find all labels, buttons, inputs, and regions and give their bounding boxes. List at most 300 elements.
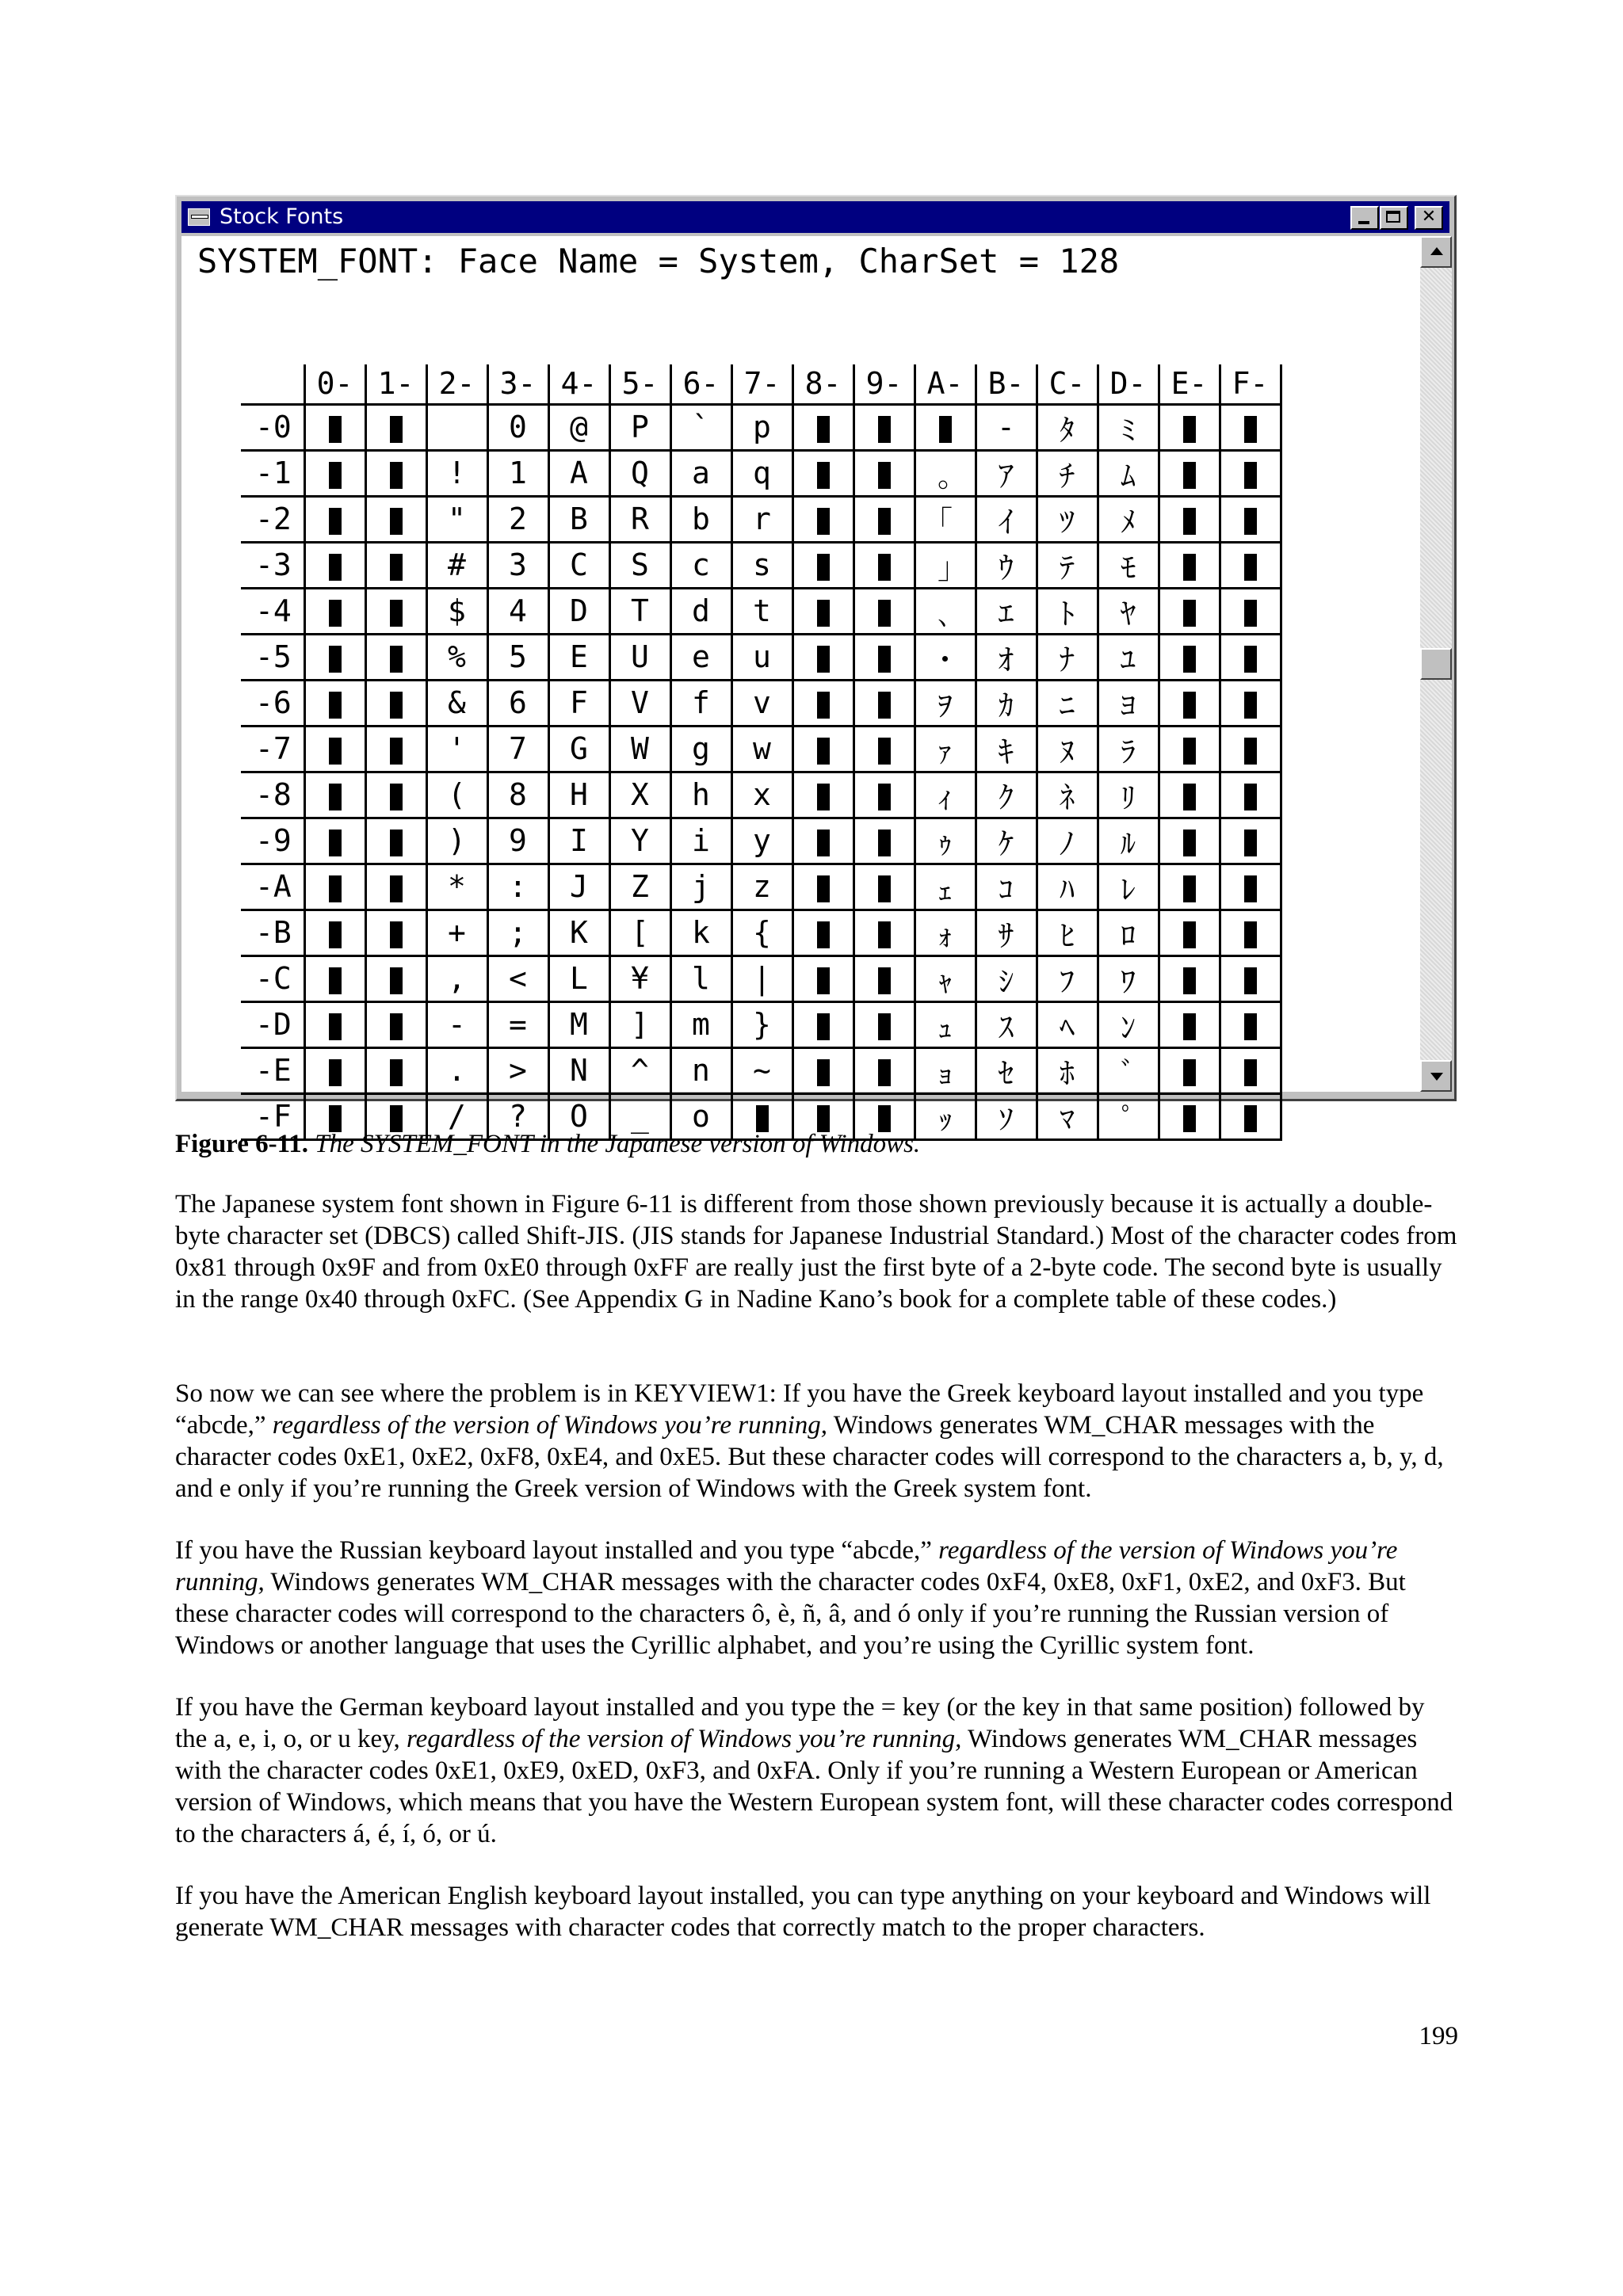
undefined-glyph-block bbox=[878, 784, 891, 810]
undefined-glyph-block bbox=[390, 600, 403, 627]
char-cell: ﾖ bbox=[1098, 680, 1159, 726]
table-row bbox=[241, 404, 1281, 450]
char-cell: R bbox=[609, 496, 670, 542]
undefined-glyph-block bbox=[390, 646, 403, 673]
char-cell bbox=[854, 910, 915, 955]
undefined-glyph-block bbox=[329, 462, 342, 489]
char-cell bbox=[1159, 1047, 1220, 1093]
table-row bbox=[241, 818, 1281, 864]
char-cell: ﾏ bbox=[1037, 1093, 1098, 1139]
caption-label: Figure 6-11. bbox=[175, 1130, 309, 1158]
char-cell: p bbox=[731, 404, 792, 450]
char-cell: + bbox=[426, 910, 487, 955]
char-cell: ( bbox=[426, 772, 487, 818]
char-cell: ^ bbox=[609, 1047, 670, 1093]
char-cell: ﾕ bbox=[1098, 634, 1159, 680]
undefined-glyph-block bbox=[1244, 967, 1257, 994]
char-cell: ? bbox=[487, 1093, 548, 1139]
undefined-glyph-block bbox=[1183, 462, 1196, 489]
undefined-glyph-block bbox=[878, 692, 891, 719]
char-cell: ﾓ bbox=[1098, 542, 1159, 588]
char-cell: F bbox=[548, 680, 609, 726]
char-cell: ｲ bbox=[976, 496, 1037, 542]
column-header: 1- bbox=[365, 364, 426, 404]
row-header: -5 bbox=[241, 634, 304, 680]
undefined-glyph-block bbox=[1183, 921, 1196, 948]
char-cell: 0 bbox=[487, 404, 548, 450]
char-cell bbox=[1220, 450, 1281, 496]
char-cell: ﾈ bbox=[1037, 772, 1098, 818]
undefined-glyph-block bbox=[1183, 1013, 1196, 1040]
char-cell: @ bbox=[548, 404, 609, 450]
char-cell: ﾜ bbox=[1098, 955, 1159, 1001]
undefined-glyph-block bbox=[1183, 1059, 1196, 1086]
char-cell: v bbox=[731, 680, 792, 726]
char-cell bbox=[854, 450, 915, 496]
column-header: 7- bbox=[731, 364, 792, 404]
char-cell: G bbox=[548, 726, 609, 772]
char-cell: K bbox=[548, 910, 609, 955]
char-cell: _ bbox=[609, 1093, 670, 1139]
vertical-scrollbar[interactable] bbox=[1420, 236, 1452, 1092]
table-row bbox=[241, 588, 1281, 634]
char-cell bbox=[1220, 588, 1281, 634]
char-cell: ｢ bbox=[915, 496, 976, 542]
undefined-glyph-block bbox=[329, 738, 342, 765]
undefined-glyph-block bbox=[817, 692, 830, 719]
undefined-glyph-block bbox=[878, 1059, 891, 1086]
undefined-glyph-block bbox=[390, 462, 403, 489]
char-cell bbox=[365, 955, 426, 1001]
char-cell: 9 bbox=[487, 818, 548, 864]
char-cell: 6 bbox=[487, 680, 548, 726]
char-cell bbox=[792, 955, 854, 1001]
char-cell: a bbox=[670, 450, 731, 496]
char-cell bbox=[1220, 772, 1281, 818]
char-cell bbox=[365, 404, 426, 450]
char-cell: f bbox=[670, 680, 731, 726]
char-cell: ｦ bbox=[915, 680, 976, 726]
window-title: Stock Fonts bbox=[220, 204, 344, 229]
char-cell bbox=[1159, 680, 1220, 726]
undefined-glyph-block bbox=[1244, 600, 1257, 627]
undefined-glyph-block bbox=[1244, 738, 1257, 765]
system-menu-icon[interactable] bbox=[188, 208, 210, 226]
client-area bbox=[181, 236, 1420, 1137]
char-cell: ; bbox=[487, 910, 548, 955]
paragraph-3-emphasis: regardless of the version of Windows you’re running, bbox=[175, 1536, 1398, 1596]
row-header: -D bbox=[241, 1001, 304, 1047]
char-cell: m bbox=[670, 1001, 731, 1047]
char-cell: ｨ bbox=[915, 772, 976, 818]
char-cell: ｬ bbox=[915, 955, 976, 1001]
char-cell: D bbox=[548, 588, 609, 634]
undefined-glyph-block bbox=[817, 1013, 830, 1040]
undefined-glyph-block bbox=[1183, 416, 1196, 443]
undefined-glyph-block bbox=[1244, 1013, 1257, 1040]
column-header: B- bbox=[976, 364, 1037, 404]
char-cell: ﾊ bbox=[1037, 864, 1098, 910]
char-cell: i bbox=[670, 818, 731, 864]
row-header: -9 bbox=[241, 818, 304, 864]
undefined-glyph-block bbox=[1244, 692, 1257, 719]
char-cell bbox=[1159, 864, 1220, 910]
char-cell: T bbox=[609, 588, 670, 634]
scroll-thumb[interactable] bbox=[1420, 648, 1452, 680]
stock-fonts-window bbox=[175, 195, 1457, 1137]
char-cell: ﾆ bbox=[1037, 680, 1098, 726]
char-cell: " bbox=[426, 496, 487, 542]
undefined-glyph-block bbox=[390, 967, 403, 994]
arrow-up-icon bbox=[1430, 247, 1443, 255]
row-header: -7 bbox=[241, 726, 304, 772]
char-cell: r bbox=[731, 496, 792, 542]
scroll-up-button[interactable] bbox=[1420, 236, 1452, 268]
char-cell: ｹ bbox=[976, 818, 1037, 864]
char-cell: ﾄ bbox=[1037, 588, 1098, 634]
undefined-glyph-block bbox=[329, 508, 342, 535]
char-cell: l bbox=[670, 955, 731, 1001]
char-cell bbox=[792, 1047, 854, 1093]
table-row bbox=[241, 634, 1281, 680]
undefined-glyph-block bbox=[1244, 646, 1257, 673]
char-cell: ｪ bbox=[915, 864, 976, 910]
char-cell bbox=[854, 404, 915, 450]
char-cell: : bbox=[487, 864, 548, 910]
undefined-glyph-block bbox=[329, 554, 342, 581]
column-header: 4- bbox=[548, 364, 609, 404]
row-header: -C bbox=[241, 955, 304, 1001]
char-cell: ｭ bbox=[915, 1001, 976, 1047]
char-cell: ﾔ bbox=[1098, 588, 1159, 634]
char-cell: U bbox=[609, 634, 670, 680]
char-cell: ﾀ bbox=[1037, 404, 1098, 450]
column-header: D- bbox=[1098, 364, 1159, 404]
char-cell: # bbox=[426, 542, 487, 588]
char-cell bbox=[854, 496, 915, 542]
undefined-glyph-block bbox=[1183, 646, 1196, 673]
char-cell: ｯ bbox=[915, 1093, 976, 1139]
undefined-glyph-block bbox=[390, 1013, 403, 1040]
char-cell bbox=[365, 772, 426, 818]
minimize-icon bbox=[1358, 221, 1369, 224]
close-button[interactable] bbox=[1415, 206, 1443, 230]
char-cell: 2 bbox=[487, 496, 548, 542]
undefined-glyph-block bbox=[390, 784, 403, 810]
char-cell bbox=[304, 634, 365, 680]
undefined-glyph-block bbox=[1183, 967, 1196, 994]
paragraph-3-b: Windows generates WM_CHAR messages with the character codes 0xF4, 0xE8, 0xF1, 0xE2, and 0xF3. But these character codes will correspond to the characters ô, è, ñ, â, and ó only if you’re running the Russian version of Windows or another language that uses the Cyrillic alphabet, and you’re using the Cyrillic system font. bbox=[175, 1568, 1406, 1660]
char-cell bbox=[792, 542, 854, 588]
char-cell: S bbox=[609, 542, 670, 588]
char-cell bbox=[1159, 772, 1220, 818]
font-heading: SYSTEM_FONT: Face Name = System, CharSet = 128 bbox=[197, 242, 1120, 280]
char-cell bbox=[1220, 910, 1281, 955]
char-cell bbox=[854, 772, 915, 818]
undefined-glyph-block bbox=[1244, 1059, 1257, 1086]
char-cell: ｱ bbox=[976, 450, 1037, 496]
scroll-down-button[interactable] bbox=[1420, 1060, 1452, 1092]
char-cell bbox=[792, 1001, 854, 1047]
undefined-glyph-block bbox=[939, 416, 952, 443]
table-row bbox=[241, 680, 1281, 726]
char-cell: ﾟ bbox=[1098, 1093, 1159, 1139]
undefined-glyph-block bbox=[817, 416, 830, 443]
undefined-glyph-block bbox=[1244, 462, 1257, 489]
undefined-glyph-block bbox=[817, 921, 830, 948]
char-cell: = bbox=[487, 1001, 548, 1047]
char-cell: ﾐ bbox=[1098, 404, 1159, 450]
undefined-glyph-block bbox=[878, 875, 891, 902]
column-header: F- bbox=[1220, 364, 1281, 404]
undefined-glyph-block bbox=[878, 738, 891, 765]
char-cell: ¥ bbox=[609, 955, 670, 1001]
undefined-glyph-block bbox=[1244, 921, 1257, 948]
char-cell bbox=[792, 726, 854, 772]
undefined-glyph-block bbox=[1183, 830, 1196, 856]
undefined-glyph-block bbox=[817, 554, 830, 581]
char-cell: d bbox=[670, 588, 731, 634]
table-corner bbox=[241, 364, 304, 404]
char-cell bbox=[365, 542, 426, 588]
undefined-glyph-block bbox=[329, 646, 342, 673]
char-cell: O bbox=[548, 1093, 609, 1139]
row-header: -8 bbox=[241, 772, 304, 818]
undefined-glyph-block bbox=[1183, 692, 1196, 719]
char-cell: Y bbox=[609, 818, 670, 864]
undefined-glyph-block bbox=[1244, 830, 1257, 856]
char-cell bbox=[1159, 818, 1220, 864]
paragraph-5: If you have the American English keyboard layout installed, you can type anything on your keyboard and Windows will generate WM_CHAR messages with character codes that correctly match to the proper characters. bbox=[175, 1882, 1431, 1942]
undefined-glyph-block bbox=[878, 830, 891, 856]
char-cell: ﾙ bbox=[1098, 818, 1159, 864]
undefined-glyph-block bbox=[817, 875, 830, 902]
char-cell: ' bbox=[426, 726, 487, 772]
column-header: 8- bbox=[792, 364, 854, 404]
char-cell: } bbox=[731, 1001, 792, 1047]
undefined-glyph-block bbox=[878, 462, 891, 489]
char-cell bbox=[304, 450, 365, 496]
undefined-glyph-block bbox=[817, 600, 830, 627]
char-cell: q bbox=[731, 450, 792, 496]
char-cell: ! bbox=[426, 450, 487, 496]
char-cell: ﾚ bbox=[1098, 864, 1159, 910]
char-cell: ｿ bbox=[976, 1093, 1037, 1139]
char-cell bbox=[854, 1047, 915, 1093]
paragraph-4-emphasis: regardless of the version of Windows you’re running, bbox=[407, 1725, 962, 1753]
char-cell: J bbox=[548, 864, 609, 910]
char-cell bbox=[365, 1047, 426, 1093]
arrow-down-icon bbox=[1430, 1073, 1443, 1081]
char-cell: k bbox=[670, 910, 731, 955]
undefined-glyph-block bbox=[390, 921, 403, 948]
undefined-glyph-block bbox=[1244, 508, 1257, 535]
row-header: -0 bbox=[241, 404, 304, 450]
undefined-glyph-block bbox=[878, 600, 891, 627]
paragraph-2-a: So now we can see where the problem is in KEYVIEW1: If you have the Greek keyboard layout installed and you type “abcde,” bbox=[175, 1379, 1424, 1440]
undefined-glyph-block bbox=[817, 646, 830, 673]
maximize-button[interactable] bbox=[1380, 206, 1408, 230]
table-row bbox=[241, 910, 1281, 955]
row-header: -6 bbox=[241, 680, 304, 726]
char-cell: { bbox=[731, 910, 792, 955]
table-row bbox=[241, 1047, 1281, 1093]
undefined-glyph-block bbox=[329, 600, 342, 627]
char-cell: - bbox=[976, 404, 1037, 450]
char-cell: I bbox=[548, 818, 609, 864]
char-cell: ) bbox=[426, 818, 487, 864]
char-cell bbox=[1159, 955, 1220, 1001]
undefined-glyph-block bbox=[1183, 600, 1196, 627]
undefined-glyph-block bbox=[1244, 875, 1257, 902]
char-cell bbox=[1220, 818, 1281, 864]
char-cell: y bbox=[731, 818, 792, 864]
char-cell bbox=[1220, 496, 1281, 542]
undefined-glyph-block bbox=[817, 738, 830, 765]
char-cell: j bbox=[670, 864, 731, 910]
undefined-glyph-block bbox=[1244, 554, 1257, 581]
undefined-glyph-block bbox=[329, 921, 342, 948]
undefined-glyph-block bbox=[390, 830, 403, 856]
char-cell: 1 bbox=[487, 450, 548, 496]
char-cell: ﾁ bbox=[1037, 450, 1098, 496]
char-cell bbox=[854, 726, 915, 772]
undefined-glyph-block bbox=[817, 830, 830, 856]
char-cell: ~ bbox=[731, 1047, 792, 1093]
char-cell bbox=[792, 634, 854, 680]
char-cell: ｶ bbox=[976, 680, 1037, 726]
char-cell: w bbox=[731, 726, 792, 772]
paragraph-2 bbox=[175, 1378, 1463, 1505]
char-cell: % bbox=[426, 634, 487, 680]
char-cell bbox=[1159, 542, 1220, 588]
undefined-glyph-block bbox=[1183, 508, 1196, 535]
char-cell: , bbox=[426, 955, 487, 1001]
char-cell bbox=[365, 450, 426, 496]
undefined-glyph-block bbox=[878, 416, 891, 443]
char-cell: t bbox=[731, 588, 792, 634]
char-cell: g bbox=[670, 726, 731, 772]
undefined-glyph-block bbox=[329, 1059, 342, 1086]
char-cell bbox=[365, 864, 426, 910]
table-row bbox=[241, 772, 1281, 818]
row-header: -B bbox=[241, 910, 304, 955]
char-cell: ﾎ bbox=[1037, 1047, 1098, 1093]
minimize-button[interactable] bbox=[1350, 206, 1379, 230]
char-cell bbox=[1220, 542, 1281, 588]
char-cell: e bbox=[670, 634, 731, 680]
paragraph-4-b: Windows generates WM_CHAR messages with the character codes 0xE1, 0xE9, 0xED, 0xF3, and 0xFA. Only if you’re running a Western European or American version of Windows, which means that you have the Western European system font, will these character codes correspond to the characters á, é, í, ó, or ú. bbox=[175, 1725, 1453, 1848]
char-cell bbox=[365, 726, 426, 772]
caption-text: The SYSTEM_FONT in the Japanese version of Windows. bbox=[315, 1130, 921, 1158]
char-cell: 5 bbox=[487, 634, 548, 680]
char-cell: ｵ bbox=[976, 634, 1037, 680]
char-cell: | bbox=[731, 955, 792, 1001]
char-cell: 7 bbox=[487, 726, 548, 772]
char-cell bbox=[854, 634, 915, 680]
char-cell bbox=[854, 588, 915, 634]
undefined-glyph-block bbox=[878, 1013, 891, 1040]
char-cell: ｧ bbox=[915, 726, 976, 772]
char-cell: ﾃ bbox=[1037, 542, 1098, 588]
column-header: 9- bbox=[854, 364, 915, 404]
table-row bbox=[241, 864, 1281, 910]
char-cell: ｼ bbox=[976, 955, 1037, 1001]
char-cell bbox=[1159, 634, 1220, 680]
char-cell: > bbox=[487, 1047, 548, 1093]
char-cell: ﾋ bbox=[1037, 910, 1098, 955]
undefined-glyph-block bbox=[390, 1059, 403, 1086]
char-cell: ﾍ bbox=[1037, 1001, 1098, 1047]
char-cell: ﾞ bbox=[1098, 1047, 1159, 1093]
row-header: -A bbox=[241, 864, 304, 910]
char-cell bbox=[1220, 864, 1281, 910]
char-cell: n bbox=[670, 1047, 731, 1093]
char-cell bbox=[792, 680, 854, 726]
char-cell: u bbox=[731, 634, 792, 680]
char-cell: x bbox=[731, 772, 792, 818]
char-cell bbox=[792, 864, 854, 910]
char-cell bbox=[1159, 588, 1220, 634]
char-cell bbox=[304, 864, 365, 910]
char-cell: ﾝ bbox=[1098, 1001, 1159, 1047]
char-cell bbox=[304, 772, 365, 818]
char-cell bbox=[854, 955, 915, 1001]
char-cell: ﾒ bbox=[1098, 496, 1159, 542]
char-cell: P bbox=[609, 404, 670, 450]
undefined-glyph-block bbox=[329, 692, 342, 719]
char-cell bbox=[792, 450, 854, 496]
column-header: 5- bbox=[609, 364, 670, 404]
char-cell: H bbox=[548, 772, 609, 818]
column-header: 3- bbox=[487, 364, 548, 404]
undefined-glyph-block bbox=[878, 508, 891, 535]
column-header: E- bbox=[1159, 364, 1220, 404]
char-cell: ｮ bbox=[915, 1047, 976, 1093]
char-cell bbox=[304, 1047, 365, 1093]
paragraph-4 bbox=[175, 1691, 1463, 1850]
undefined-glyph-block bbox=[390, 875, 403, 902]
char-cell bbox=[792, 910, 854, 955]
char-cell bbox=[1159, 1001, 1220, 1047]
char-cell bbox=[365, 1001, 426, 1047]
char-cell: ｻ bbox=[976, 910, 1037, 955]
table-row bbox=[241, 955, 1281, 1001]
undefined-glyph-block bbox=[817, 508, 830, 535]
column-header: C- bbox=[1037, 364, 1098, 404]
char-cell bbox=[854, 680, 915, 726]
char-cell bbox=[426, 404, 487, 450]
char-cell bbox=[304, 588, 365, 634]
undefined-glyph-block bbox=[329, 830, 342, 856]
table-row bbox=[241, 1001, 1281, 1047]
char-cell bbox=[915, 404, 976, 450]
column-header: 2- bbox=[426, 364, 487, 404]
title-bar[interactable] bbox=[181, 201, 1449, 233]
undefined-glyph-block bbox=[329, 1013, 342, 1040]
char-cell: * bbox=[426, 864, 487, 910]
char-cell bbox=[304, 542, 365, 588]
undefined-glyph-block bbox=[329, 416, 342, 443]
paragraph-3 bbox=[175, 1535, 1463, 1661]
char-cell bbox=[1159, 726, 1220, 772]
char-cell bbox=[304, 1001, 365, 1047]
undefined-glyph-block bbox=[390, 554, 403, 581]
char-cell: ｩ bbox=[915, 818, 976, 864]
char-cell bbox=[854, 542, 915, 588]
undefined-glyph-block bbox=[878, 967, 891, 994]
char-cell: ｺ bbox=[976, 864, 1037, 910]
